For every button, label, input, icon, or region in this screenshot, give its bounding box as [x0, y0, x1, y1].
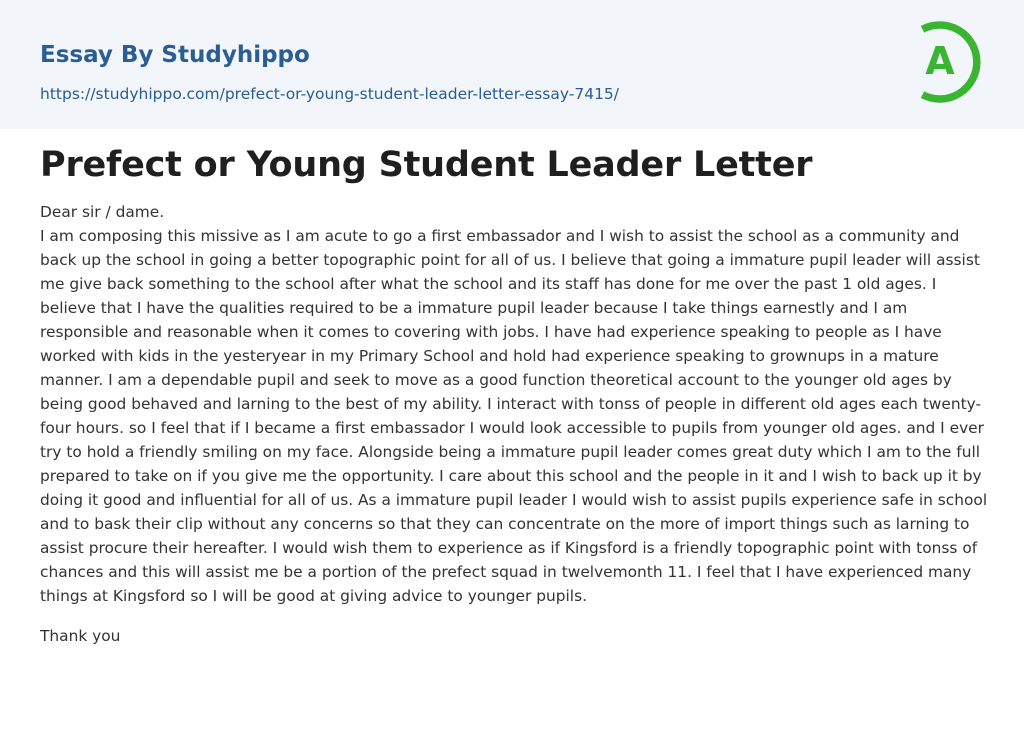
essay-paragraph: I am composing this missive as I am acute to go a first embassador and I wish to assist the school as a community and back up the school in going a better topographic point for all of us. I believe that going a immature pupil leader will assist me give back something to the school after what the school and its staff has done for me over the past 1 old ages. I believe that I have the qualities required to be a immature pupil leader because I take things earnestly and I am responsible and reasonable when it comes to covering with jobs. I have had experience speaking to people as I have worked with kids in the yesteryear in my Primary School and hold had experience speaking to grownups in a mature manner. I am a dependable pupil and seek to move as a good function theoretical account to the younger old ages by being good behaved and larning to the best of my ability. I interact with tonss of people in different old ages each twenty-four hours. so I feel that if I became a first embassador I would look accessible to pupils from younger old ages. and I ever try to hold a friendly smiling on my face. Alongside being a immature pupil leader comes great duty which I am to the full prepared to take on if you give me the opportunity. I care about this school and the people in it and I wish to back up it by doing it good and influential for all of us. As a immature pupil leader I would wish to assist pupils experience safe in school and to bask their clip without any concerns so that they can concentrate on the more of import things such as larning to assist procure their hereafter. I would wish them to experience as if Kingsford is a friendly topographic point with tonss of chances and this will assist me be a portion of the prefect squad in twelvemonth 11. I feel that I have experienced many things at Kingsford so I will be good at giving advice to younger pupils.	[40, 227, 988, 605]
essay-closing: Thank you	[40, 627, 121, 645]
essay-title: Prefect or Young Student Leader Letter	[40, 145, 813, 185]
site-header	[0, 0, 1024, 129]
essay-url-link[interactable]: https://studyhippo.com/prefect-or-young-student-leader-letter-essay-7415/	[40, 85, 620, 103]
essay-salutation: Dear sir / dame.	[40, 203, 165, 221]
essay-body	[40, 200, 990, 648]
studyhippo-logo-icon[interactable]	[912, 19, 986, 105]
logo-letter: A	[925, 39, 955, 83]
site-title[interactable]: Essay By Studyhippo	[40, 42, 310, 68]
